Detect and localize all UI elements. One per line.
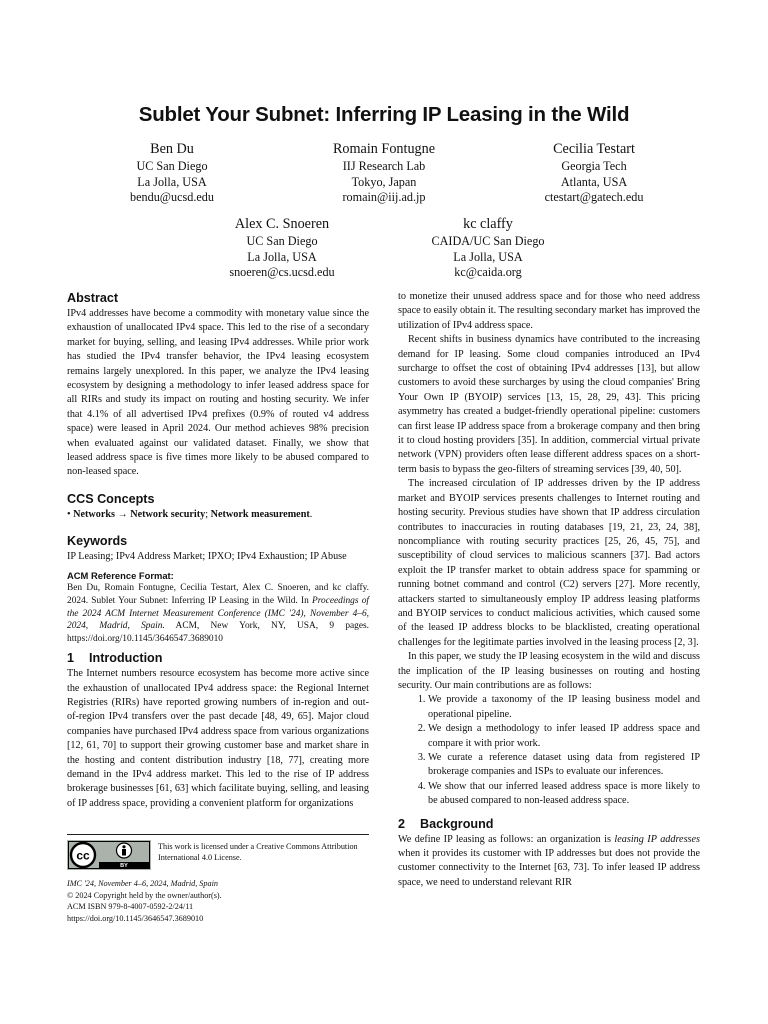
- author-name: Cecilia Testart: [553, 141, 635, 157]
- intro-paragraph-3: The increased circulation of IP addresses driven by the IP address market and BYOIP services presents challenges to Internet routing and hosting security. Previous studies have shown that IP address circulation contributes to inaccuracies in routing databases [19, 21, 23, 24, 38], noncompliance with routing security practices [25, 26, 45, 75], and susceptibility of cloud services to malicious scanners [37]. Bad actors exploit the IP transfer market to obtain address space for spamming or running botnet command and control (C2) servers [27]. More recently, attackers started to simultaneously employ IP address leasing platforms and BYOIP services to conduct malicious activities, which caused some of the leased IP address blocks to be blacklisted, creating operational challenges for the legitimate parties involved in the leasing process [2, 3].: [398, 478, 700, 648]
- author-block-5: [406, 215, 570, 281]
- author-block-4: [200, 215, 364, 281]
- ccs-concepts: • Networks → Network security; Network measurement.: [67, 508, 313, 520]
- author-affiliation: Georgia Tech: [561, 159, 627, 173]
- author-affiliation: CAIDA/UC San Diego: [431, 234, 545, 248]
- author-affiliation: UC San Diego: [246, 234, 318, 248]
- author-block-1: [92, 140, 252, 206]
- intro-heading: 1 Introduction: [67, 651, 163, 666]
- footnote-isbn: ACM ISBN 979-8-4007-0592-2/24/11: [67, 902, 194, 912]
- contribution-item: 3. We curate a reference dataset using data from registered IP brokerage companies and ISPs to evaluate our inferences.: [428, 751, 700, 780]
- author-location: La Jolla, USA: [137, 174, 207, 189]
- background-heading: 2 Background: [398, 816, 494, 831]
- author-name: Alex C. Snoeren: [234, 216, 330, 232]
- contribution-item: 4. We show that our inferred leased address space is more likely to be abused compared to non-leased address space.: [428, 780, 700, 809]
- license-text: This work is licensed under a Creative Commons Attribution International 4.0 License.: [158, 842, 358, 863]
- author-location: La Jolla, USA: [247, 249, 317, 264]
- intro-paragraph-1-continued: to monetize their unused address space and for those who need address space to easily obtain it. The resulting secondary market has improved the utilization of IPv4 address space.: [398, 291, 700, 331]
- author-affiliation: UC San Diego: [136, 159, 208, 173]
- cc-by-license-icon: [67, 840, 151, 870]
- footnote-rule: [67, 834, 369, 835]
- footnote-doi: https://doi.org/10.1145/3646547.3689010: [67, 913, 204, 923]
- ccs-network-security: Network security: [130, 508, 206, 520]
- ccs-arrow: →: [115, 508, 131, 520]
- intro-paragraph-4: In this paper, we study the IP leasing ecosystem in the wild and discuss the implication of the IP leasing businesses on routing and hosting security. Our main contributions are as follows:: [398, 651, 700, 691]
- author-location: La Jolla, USA: [453, 249, 523, 264]
- contributions-list: [398, 693, 700, 808]
- ccs-networks: Networks: [73, 508, 115, 520]
- author-location: Atlanta, USA: [560, 174, 628, 189]
- author-name: Ben Du: [150, 141, 194, 157]
- author-block-2: [298, 140, 470, 206]
- acm-reference-text: Ben Du, Romain Fontugne, Cecilia Testart, Alex C. Snoeren, and kc claffy. 2024. Sublet Your Subnet: Inferring IP Leasing in the Wild. In Proceedings of the 2024 ACM Internet Measurement Conference (IMC '24), November 4–6, 2024, Madrid, Spain. ACM, New York, NY, USA, 9 pages. https://doi.org/10.1145/3646547.3689010: [67, 582, 370, 645]
- ccs-bullet: •: [67, 508, 71, 520]
- author-email: snoeren@cs.ucsd.edu: [229, 265, 335, 279]
- footnote-copyright: © 2024 Copyright held by the owner/author(s).: [67, 890, 222, 900]
- ccs-heading: CCS Concepts: [67, 491, 155, 506]
- intro-number: 1: [67, 651, 75, 666]
- author-email: bendu@ucsd.edu: [130, 190, 214, 204]
- author-email: ctestart@gatech.edu: [544, 190, 644, 204]
- background-number: 2: [398, 816, 406, 831]
- acm-reference-venue: Proceedings of the 2024 ACM Internet Measurement Conference (IMC '24), November 4–6, 2024, Madrid, Spain.: [67, 595, 369, 632]
- cc-by-label: BY: [120, 863, 128, 870]
- author-name: kc claffy: [463, 216, 513, 232]
- keywords-heading: Keywords: [67, 534, 128, 549]
- contribution-item: 2. We design a methodology to infer leased IP address space and compare it with prior work.: [428, 722, 700, 751]
- abstract-text: IPv4 addresses have become a commodity with monetary value since the exhaustion of unallocated IPv4 space. This led to the rise of a secondary market for buying, selling, and leasing IPv4 addresses. While prior work has studied the IPv4 transfer behavior, the IPv4 leasing ecosystem remains largely unexplored. In this paper, we analyze the IPv4 leasing ecosystem by designing a methodology to infer leased address space for all RIRs and study its impact on routing and hosting security. We infer that 4.1% of all advertised IPv4 prefixes (0.9% of routed v4 address space) were leased in April 2024. Our method achieves 98% precision when evaluated against our validated dataset. Finally, we show that leased address space is five times more likely to be abused compared to non-leased space.: [67, 308, 369, 478]
- contribution-item: 1. We provide a taxonomy of the IP leasing business model and operational pipeline.: [428, 693, 700, 722]
- author-block-3: [510, 140, 678, 206]
- right-column: [398, 290, 700, 890]
- author-affiliation: IIJ Research Lab: [342, 159, 426, 173]
- footnote-venue: IMC '24, November 4–6, 2024, Madrid, Spain: [67, 879, 218, 888]
- author-email: kc@caida.org: [454, 265, 522, 279]
- ccs-network-measurement: Network measurement: [210, 508, 310, 520]
- author-name: Romain Fontugne: [332, 141, 436, 157]
- acm-reference-heading: ACM Reference Format:: [67, 569, 174, 581]
- paper-title: Sublet Your Subnet: Inferring IP Leasing in the Wild: [138, 103, 630, 126]
- background-paragraph: We define IP leasing as follows: an organization is leasing IP addresses when it provides its customer with IP addresses but does not provide the customer connectivity to the Internet [63, 73]. To infer leased IP address space, we need to understand relevant RIR: [398, 833, 700, 888]
- leasing-term: leasing IP addresses: [614, 833, 700, 845]
- intro-paragraph-2: Recent shifts in business dynamics have contributed to the increasing demand for IP leasing. Some cloud companies introduced an IPv4 surcharge to offset the cost of obtaining IPv4 addresses [13], but allow customers to avoid these surcharges by using the cloud companies' Bring Your Own IP (BYOIP) services [13, 15, 28, 29, 43]. This pricing asymmetry has created a budget-friendly operational pipeline: customers can first lease IP address space from a brokerage company and then bring it to cloud hosting providers [35]. In addition, commercial virtual private network (VPN) providers often lease different address spaces on a short-term basis to bypass the geo-filters of streaming services [39, 40, 50].: [398, 334, 700, 475]
- footnote-meta: [67, 878, 369, 924]
- intro-paragraph-1: The Internet numbers resource ecosystem has become more active since the exhaustion of unallocated IPv4 address space: the Regional Internet Registries (RIRs) have reported growing numbers of in-region and out-of-region IPv4 transfers over the past decade [48, 49, 65]. Major cloud companies have purchased IPv4 address space from various organizations [12, 61, 70] to support their growing customer base and market share in the hosting and content distribution industry [18, 77], creating more demand in the IPv4 address market. This led to the rise of IP address brokerage businesses [61, 63] which facilitate buying, selling, and leasing of IP address space, providing a convenient platform for organizations: [67, 668, 369, 809]
- author-location: Tokyo, Japan: [351, 174, 417, 189]
- abstract-heading: Abstract: [67, 291, 119, 305]
- author-email: romain@iij.ad.jp: [342, 190, 426, 204]
- keywords-text: IP Leasing; IPv4 Address Market; IPXO; IPv4 Exhaustion; IP Abuse: [67, 551, 347, 563]
- svg-text:cc: cc: [76, 848, 90, 863]
- left-column: [67, 289, 369, 811]
